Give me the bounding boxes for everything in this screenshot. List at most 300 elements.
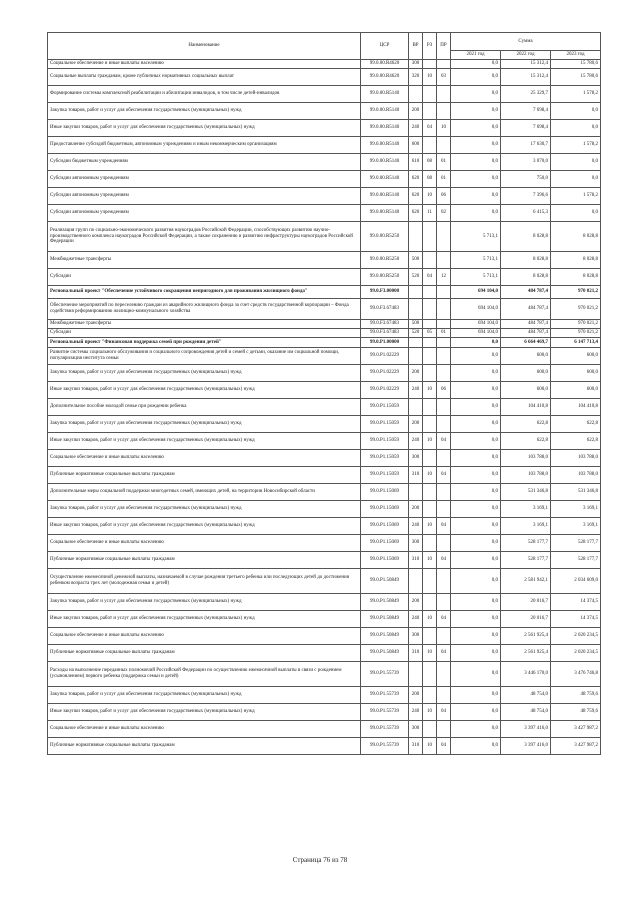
cell-2021: 5 713,1 xyxy=(451,269,501,286)
cell-name: Закупка товаров, работ и услуг для обеспечения государственных (муниципальных) нужд xyxy=(48,416,361,433)
cell-csr: 99.0.00.R4620 xyxy=(361,60,409,69)
cell-rz xyxy=(423,365,437,382)
cell-pr: 01 xyxy=(437,329,451,338)
cell-2023: 600,0 xyxy=(551,348,601,365)
cell-2022: 8 028,8 xyxy=(501,222,551,252)
table-row xyxy=(48,416,601,433)
cell-2023: 600,0 xyxy=(551,365,601,382)
cell-2023: 104 410,8 xyxy=(551,399,601,416)
cell-rz: 10 xyxy=(423,467,437,484)
cell-name: Закупка товаров, работ и услуг для обеспечения государственных (муниципальных) нужд xyxy=(48,365,361,382)
cell-rz: 10 xyxy=(423,704,437,721)
cell-2023: 103 788,0 xyxy=(551,467,601,484)
cell-csr: 99.0.P1.15059 xyxy=(361,467,409,484)
cell-csr: 99.0.00.R5140 xyxy=(361,205,409,222)
cell-pr: 04 xyxy=(437,552,451,569)
cell-2023: 15 780,6 xyxy=(551,69,601,86)
table-row xyxy=(48,205,601,222)
cell-pr: 12 xyxy=(437,269,451,286)
cell-name: Иные закупки товаров, работ и услуг для обеспечения государственных (муниципальных) нужд xyxy=(48,120,361,137)
cell-pr xyxy=(437,338,451,348)
cell-2021: 0,0 xyxy=(451,501,501,518)
cell-csr: 99.0.P1.50849 xyxy=(361,569,409,594)
cell-2021: 0,0 xyxy=(451,60,501,69)
cell-2023: 970 021,2 xyxy=(551,329,601,338)
cell-csr: 99.0.00.R5250 xyxy=(361,269,409,286)
cell-pr xyxy=(437,103,451,120)
cell-vr: 240 xyxy=(409,611,423,628)
cell-pr xyxy=(437,222,451,252)
cell-rz xyxy=(423,222,437,252)
cell-csr: 99.0.00.R5140 xyxy=(361,86,409,103)
cell-2023: 15 780,6 xyxy=(551,60,601,69)
cell-2023: 1 578,2 xyxy=(551,137,601,154)
cell-vr: 200 xyxy=(409,416,423,433)
cell-2023: 3 169,1 xyxy=(551,501,601,518)
table-row xyxy=(48,501,601,518)
cell-name: Закупка товаров, работ и услуг для обеспечения государственных (муниципальных) нужд xyxy=(48,501,361,518)
cell-rz xyxy=(423,416,437,433)
header-year-2021: 2021 год xyxy=(451,51,501,60)
cell-name: Обеспечение мероприятий по переселению граждан из аварийного жилищного фонда за счет средств государственной корпорации – Фонда содействия реформированию жилищно-коммунального хозяйства xyxy=(48,299,361,320)
cell-2023: 3 427 987,2 xyxy=(551,738,601,755)
cell-2021: 0,0 xyxy=(451,704,501,721)
cell-pr: 03 xyxy=(437,69,451,86)
cell-name: Закупка товаров, работ и услуг для обеспечения государственных (муниципальных) нужд xyxy=(48,103,361,120)
cell-csr: 99.0.F3.67483 xyxy=(361,299,409,320)
cell-vr xyxy=(409,338,423,348)
cell-pr: 01 xyxy=(437,154,451,171)
cell-pr xyxy=(437,501,451,518)
cell-2021: 0,0 xyxy=(451,348,501,365)
cell-2023: 0,0 xyxy=(551,154,601,171)
cell-pr xyxy=(437,450,451,467)
table-row xyxy=(48,628,601,645)
table-row xyxy=(48,69,601,86)
cell-csr: 99.0.P1.55739 xyxy=(361,662,409,687)
header-vr: ВР xyxy=(409,33,423,60)
cell-csr: 99.0.F3.67483 xyxy=(361,320,409,329)
cell-vr: 320 xyxy=(409,69,423,86)
cell-name: Субсидии автономным учреждениям xyxy=(48,188,361,205)
cell-vr: 620 xyxy=(409,171,423,188)
cell-csr: 99.0.P1.55739 xyxy=(361,704,409,721)
cell-2022: 7 698,4 xyxy=(501,120,551,137)
table-row xyxy=(48,467,601,484)
cell-pr: 04 xyxy=(437,433,451,450)
cell-rz: 04 xyxy=(423,120,437,137)
cell-2021: 0,0 xyxy=(451,154,501,171)
cell-2023: 2 034 609,0 xyxy=(551,569,601,594)
cell-rz xyxy=(423,252,437,269)
cell-2021: 0,0 xyxy=(451,365,501,382)
header-pr: ПР xyxy=(437,33,451,60)
cell-2021: 0,0 xyxy=(451,611,501,628)
cell-2023: 3 476 746,8 xyxy=(551,662,601,687)
cell-pr: 06 xyxy=(437,188,451,205)
cell-rz: 08 xyxy=(423,154,437,171)
cell-vr: 500 xyxy=(409,252,423,269)
cell-vr: 600 xyxy=(409,137,423,154)
cell-name: Социальные выплаты гражданам, кроме публичных нормативных социальных выплат xyxy=(48,69,361,86)
table-row xyxy=(48,382,601,399)
cell-csr: 99.0.P1.02229 xyxy=(361,348,409,365)
cell-2022: 600,0 xyxy=(501,382,551,399)
cell-csr: 99.0.F3.00000 xyxy=(361,286,409,299)
table-row xyxy=(48,738,601,755)
cell-2022: 15 312,4 xyxy=(501,60,551,69)
cell-vr xyxy=(409,662,423,687)
cell-2023: 1 578,2 xyxy=(551,86,601,103)
cell-2021: 0,0 xyxy=(451,645,501,662)
cell-2021: 0,0 xyxy=(451,569,501,594)
cell-csr: 99.0.00.R4620 xyxy=(361,69,409,86)
table-row xyxy=(48,433,601,450)
table-row xyxy=(48,569,601,594)
cell-2021: 694 104,0 xyxy=(451,329,501,338)
cell-2023: 8 028,8 xyxy=(551,252,601,269)
header-year-2022: 2022 год xyxy=(501,51,551,60)
cell-2022: 484 787,4 xyxy=(501,286,551,299)
cell-csr: 99.0.P1.15069 xyxy=(361,501,409,518)
cell-csr: 99.0.00.R5250 xyxy=(361,222,409,252)
cell-2023: 2 020 234,5 xyxy=(551,645,601,662)
table-body xyxy=(48,60,601,755)
cell-pr: 02 xyxy=(437,205,451,222)
cell-rz xyxy=(423,338,437,348)
cell-rz xyxy=(423,348,437,365)
table-row xyxy=(48,611,601,628)
cell-2022: 600,0 xyxy=(501,365,551,382)
cell-2022: 20 016,7 xyxy=(501,594,551,611)
cell-pr xyxy=(437,137,451,154)
cell-pr xyxy=(437,348,451,365)
cell-csr: 99.0.P1.15069 xyxy=(361,518,409,535)
cell-2022: 103 788,0 xyxy=(501,467,551,484)
cell-vr xyxy=(409,569,423,594)
cell-name: Публичные нормативные социальные выплаты гражданам xyxy=(48,467,361,484)
cell-rz: 10 xyxy=(423,382,437,399)
budget-table xyxy=(47,32,601,755)
cell-2022: 15 312,4 xyxy=(501,69,551,86)
cell-csr: 99.0.P1.15059 xyxy=(361,450,409,467)
cell-vr: 300 xyxy=(409,450,423,467)
cell-rz xyxy=(423,501,437,518)
cell-2022: 3 169,1 xyxy=(501,518,551,535)
cell-csr: 99.0.P1.50849 xyxy=(361,611,409,628)
cell-csr: 99.0.P1.50849 xyxy=(361,645,409,662)
cell-2022: 104 410,8 xyxy=(501,399,551,416)
cell-2021: 694 104,0 xyxy=(451,299,501,320)
cell-vr xyxy=(409,222,423,252)
cell-2021: 0,0 xyxy=(451,433,501,450)
cell-2023: 6 147 713,4 xyxy=(551,338,601,348)
cell-vr xyxy=(409,299,423,320)
cell-pr xyxy=(437,365,451,382)
cell-2021: 0,0 xyxy=(451,738,501,755)
cell-2022: 48 754,0 xyxy=(501,687,551,704)
cell-name: Социальное обеспечение и иные выплаты населению xyxy=(48,60,361,69)
header-year-2023: 2023 год xyxy=(551,51,601,60)
cell-name: Закупка товаров, работ и услуг для обеспечения государственных (муниципальных) нужд xyxy=(48,687,361,704)
cell-pr: 04 xyxy=(437,611,451,628)
cell-vr: 240 xyxy=(409,120,423,137)
cell-csr: 99.0.P1.00000 xyxy=(361,338,409,348)
cell-2021: 0,0 xyxy=(451,399,501,416)
header-name: Наименование xyxy=(48,33,361,60)
cell-2023: 14 374,5 xyxy=(551,594,601,611)
table-row xyxy=(48,721,601,738)
cell-pr: 04 xyxy=(437,645,451,662)
cell-2022: 2 561 925,4 xyxy=(501,628,551,645)
cell-pr: 04 xyxy=(437,738,451,755)
cell-rz: 10 xyxy=(423,611,437,628)
cell-2023: 8 028,8 xyxy=(551,222,601,252)
cell-name: Публичные нормативные социальные выплаты гражданам xyxy=(48,645,361,662)
budget-table-container xyxy=(47,32,600,755)
cell-pr: 01 xyxy=(437,171,451,188)
cell-pr xyxy=(437,86,451,103)
cell-2022: 3 397 416,0 xyxy=(501,721,551,738)
cell-name: Межбюджетные трансферты xyxy=(48,252,361,269)
cell-2023: 48 759,6 xyxy=(551,687,601,704)
cell-2022: 20 016,7 xyxy=(501,611,551,628)
cell-vr xyxy=(409,399,423,416)
cell-2023: 970 021,2 xyxy=(551,299,601,320)
cell-rz: 10 xyxy=(423,518,437,535)
cell-pr xyxy=(437,484,451,501)
table-row xyxy=(48,320,601,329)
table-row xyxy=(48,365,601,382)
cell-2021: 0,0 xyxy=(451,69,501,86)
cell-2022: 17 630,7 xyxy=(501,137,551,154)
table-row xyxy=(48,103,601,120)
cell-rz: 10 xyxy=(423,645,437,662)
cell-2022: 484 787,4 xyxy=(501,320,551,329)
cell-vr: 300 xyxy=(409,535,423,552)
cell-csr: 99.0.P1.15069 xyxy=(361,484,409,501)
cell-csr: 99.0.P1.50849 xyxy=(361,628,409,645)
cell-rz: 10 xyxy=(423,69,437,86)
cell-vr xyxy=(409,86,423,103)
cell-2022: 484 787,4 xyxy=(501,329,551,338)
cell-2022: 8 028,8 xyxy=(501,269,551,286)
cell-vr: 620 xyxy=(409,188,423,205)
cell-2022: 750,0 xyxy=(501,171,551,188)
cell-2021: 0,0 xyxy=(451,86,501,103)
cell-vr: 200 xyxy=(409,103,423,120)
cell-name: Субсидии автономным учреждениям xyxy=(48,205,361,222)
table-row xyxy=(48,399,601,416)
cell-pr xyxy=(437,535,451,552)
cell-rz xyxy=(423,535,437,552)
cell-2023: 600,0 xyxy=(551,382,601,399)
table-row xyxy=(48,60,601,69)
cell-2023: 0,0 xyxy=(551,171,601,188)
cell-2021: 0,0 xyxy=(451,535,501,552)
cell-name: Формирование системы комплексной реабилитации и абилитации инвалидов, в том числе детей-инвалидов xyxy=(48,86,361,103)
cell-vr: 200 xyxy=(409,594,423,611)
cell-2022: 3 446 170,0 xyxy=(501,662,551,687)
page-number: Страница 76 из 78 xyxy=(292,856,348,864)
cell-vr: 240 xyxy=(409,704,423,721)
cell-csr: 99.0.00.R5140 xyxy=(361,171,409,188)
cell-vr: 240 xyxy=(409,518,423,535)
cell-csr: 99.0.00.R5140 xyxy=(361,103,409,120)
cell-name: Иные закупки товаров, работ и услуг для обеспечения государственных (муниципальных) нужд xyxy=(48,611,361,628)
cell-2021: 694 104,0 xyxy=(451,286,501,299)
cell-name: Межбюджетные трансферты xyxy=(48,320,361,329)
cell-2021: 0,0 xyxy=(451,120,501,137)
cell-csr: 99.0.00.R5140 xyxy=(361,120,409,137)
cell-name: Дополнительное пособие молодой семье при рождении ребенка xyxy=(48,399,361,416)
cell-2022: 3 070,0 xyxy=(501,154,551,171)
cell-pr xyxy=(437,662,451,687)
cell-name: Субсидии автономным учреждениям xyxy=(48,171,361,188)
cell-pr xyxy=(437,594,451,611)
cell-rz xyxy=(423,103,437,120)
cell-vr: 200 xyxy=(409,365,423,382)
table-row xyxy=(48,286,601,299)
cell-2023: 3 427 987,2 xyxy=(551,721,601,738)
cell-2023: 622,8 xyxy=(551,433,601,450)
cell-name: Иные закупки товаров, работ и услуг для обеспечения государственных (муниципальных) нужд xyxy=(48,518,361,535)
cell-name: Субсидии xyxy=(48,269,361,286)
cell-2023: 14 374,5 xyxy=(551,611,601,628)
cell-pr xyxy=(437,628,451,645)
cell-2022: 622,8 xyxy=(501,433,551,450)
cell-rz xyxy=(423,299,437,320)
cell-csr: 99.0.P1.02229 xyxy=(361,382,409,399)
cell-name: Осуществление ежемесячной денежной выплаты, назначаемой в случае рождения третьего ребенка или последующих детей до достижения ребенком возраста трех лет (молодежная семья и детей) xyxy=(48,569,361,594)
cell-rz xyxy=(423,286,437,299)
cell-2021: 0,0 xyxy=(451,467,501,484)
cell-2021: 0,0 xyxy=(451,188,501,205)
table-row xyxy=(48,252,601,269)
table-row xyxy=(48,552,601,569)
cell-csr: 99.0.00.R5140 xyxy=(361,188,409,205)
cell-2021: 0,0 xyxy=(451,484,501,501)
cell-vr: 500 xyxy=(409,320,423,329)
table-row xyxy=(48,687,601,704)
cell-name: Иные закупки товаров, работ и услуг для обеспечения государственных (муниципальных) нужд xyxy=(48,704,361,721)
cell-rz xyxy=(423,687,437,704)
cell-2021: 0,0 xyxy=(451,338,501,348)
table-row xyxy=(48,137,601,154)
cell-vr: 310 xyxy=(409,645,423,662)
table-row xyxy=(48,535,601,552)
cell-csr: 99.0.P1.55739 xyxy=(361,738,409,755)
cell-2021: 5 713,1 xyxy=(451,252,501,269)
cell-2022: 25 329,7 xyxy=(501,86,551,103)
cell-2022: 2 561 925,4 xyxy=(501,645,551,662)
cell-vr: 300 xyxy=(409,60,423,69)
cell-vr: 610 xyxy=(409,154,423,171)
cell-rz xyxy=(423,60,437,69)
table-row xyxy=(48,484,601,501)
cell-2021: 0,0 xyxy=(451,171,501,188)
cell-2021: 0,0 xyxy=(451,628,501,645)
table-row xyxy=(48,704,601,721)
cell-2022: 8 028,8 xyxy=(501,252,551,269)
cell-2021: 0,0 xyxy=(451,137,501,154)
cell-rz: 08 xyxy=(423,171,437,188)
table-row xyxy=(48,120,601,137)
cell-pr xyxy=(437,569,451,594)
cell-vr: 300 xyxy=(409,628,423,645)
cell-name: Социальное обеспечение и иные выплаты населению xyxy=(48,535,361,552)
table-row xyxy=(48,338,601,348)
cell-rz xyxy=(423,594,437,611)
cell-2023: 531 346,8 xyxy=(551,484,601,501)
cell-rz xyxy=(423,86,437,103)
cell-2021: 0,0 xyxy=(451,103,501,120)
cell-2023: 0,0 xyxy=(551,103,601,120)
cell-name: Развитие системы социального обслуживания и социального сопровождения детей и семей с детьми, оказание им социальной помощи, популяризация института семьи xyxy=(48,348,361,365)
table-row xyxy=(48,86,601,103)
cell-2021: 0,0 xyxy=(451,450,501,467)
cell-2022: 3 169,1 xyxy=(501,501,551,518)
cell-2022: 528 177,7 xyxy=(501,535,551,552)
cell-name: Реализация групп по социально-экономического развития наукоградов Российской Федерации, способствующих развитию научно-производственного комплекса наукоградов Российской Федерации, а также сохранению и развитию инфраструктуры наукоградов Российской Федерации xyxy=(48,222,361,252)
cell-rz xyxy=(423,450,437,467)
cell-2023: 528 177,7 xyxy=(551,552,601,569)
cell-2023: 0,0 xyxy=(551,120,601,137)
cell-2022: 6 664 469,7 xyxy=(501,338,551,348)
cell-2021: 0,0 xyxy=(451,552,501,569)
cell-pr: 10 xyxy=(437,120,451,137)
table-row xyxy=(48,450,601,467)
cell-2023: 2 020 234,5 xyxy=(551,628,601,645)
cell-vr xyxy=(409,286,423,299)
table-row xyxy=(48,171,601,188)
cell-pr xyxy=(437,286,451,299)
cell-rz xyxy=(423,662,437,687)
cell-2023: 622,8 xyxy=(551,416,601,433)
cell-2022: 2 581 942,1 xyxy=(501,569,551,594)
cell-name: Социальное обеспечение и иные выплаты населению xyxy=(48,628,361,645)
cell-vr xyxy=(409,348,423,365)
cell-2023: 48 759,6 xyxy=(551,704,601,721)
table-row xyxy=(48,222,601,252)
cell-name: Региональный проект "Финансовая поддержка семей при рождении детей" xyxy=(48,338,361,348)
cell-csr: 99.0.00.R5140 xyxy=(361,137,409,154)
cell-name: Закупка товаров, работ и услуг для обеспечения государственных (муниципальных) нужд xyxy=(48,594,361,611)
cell-vr: 310 xyxy=(409,467,423,484)
cell-name: Субсидии бюджетным учреждениям xyxy=(48,154,361,171)
cell-csr: 99.0.F3.67483 xyxy=(361,329,409,338)
table-row xyxy=(48,662,601,687)
cell-vr: 620 xyxy=(409,205,423,222)
table-row xyxy=(48,188,601,205)
table-row xyxy=(48,329,601,338)
cell-pr xyxy=(437,320,451,329)
cell-rz xyxy=(423,399,437,416)
header-csr: ЦСР xyxy=(361,33,409,60)
cell-pr: 04 xyxy=(437,518,451,535)
cell-csr: 99.0.00.R5250 xyxy=(361,252,409,269)
cell-rz: 10 xyxy=(423,738,437,755)
cell-2023: 3 169,1 xyxy=(551,518,601,535)
cell-vr: 310 xyxy=(409,738,423,755)
cell-2022: 7 698,4 xyxy=(501,103,551,120)
cell-rz xyxy=(423,484,437,501)
cell-vr: 310 xyxy=(409,552,423,569)
cell-2021: 0,0 xyxy=(451,382,501,399)
cell-rz: 10 xyxy=(423,433,437,450)
cell-csr: 99.0.P1.15059 xyxy=(361,399,409,416)
cell-2021: 0,0 xyxy=(451,687,501,704)
